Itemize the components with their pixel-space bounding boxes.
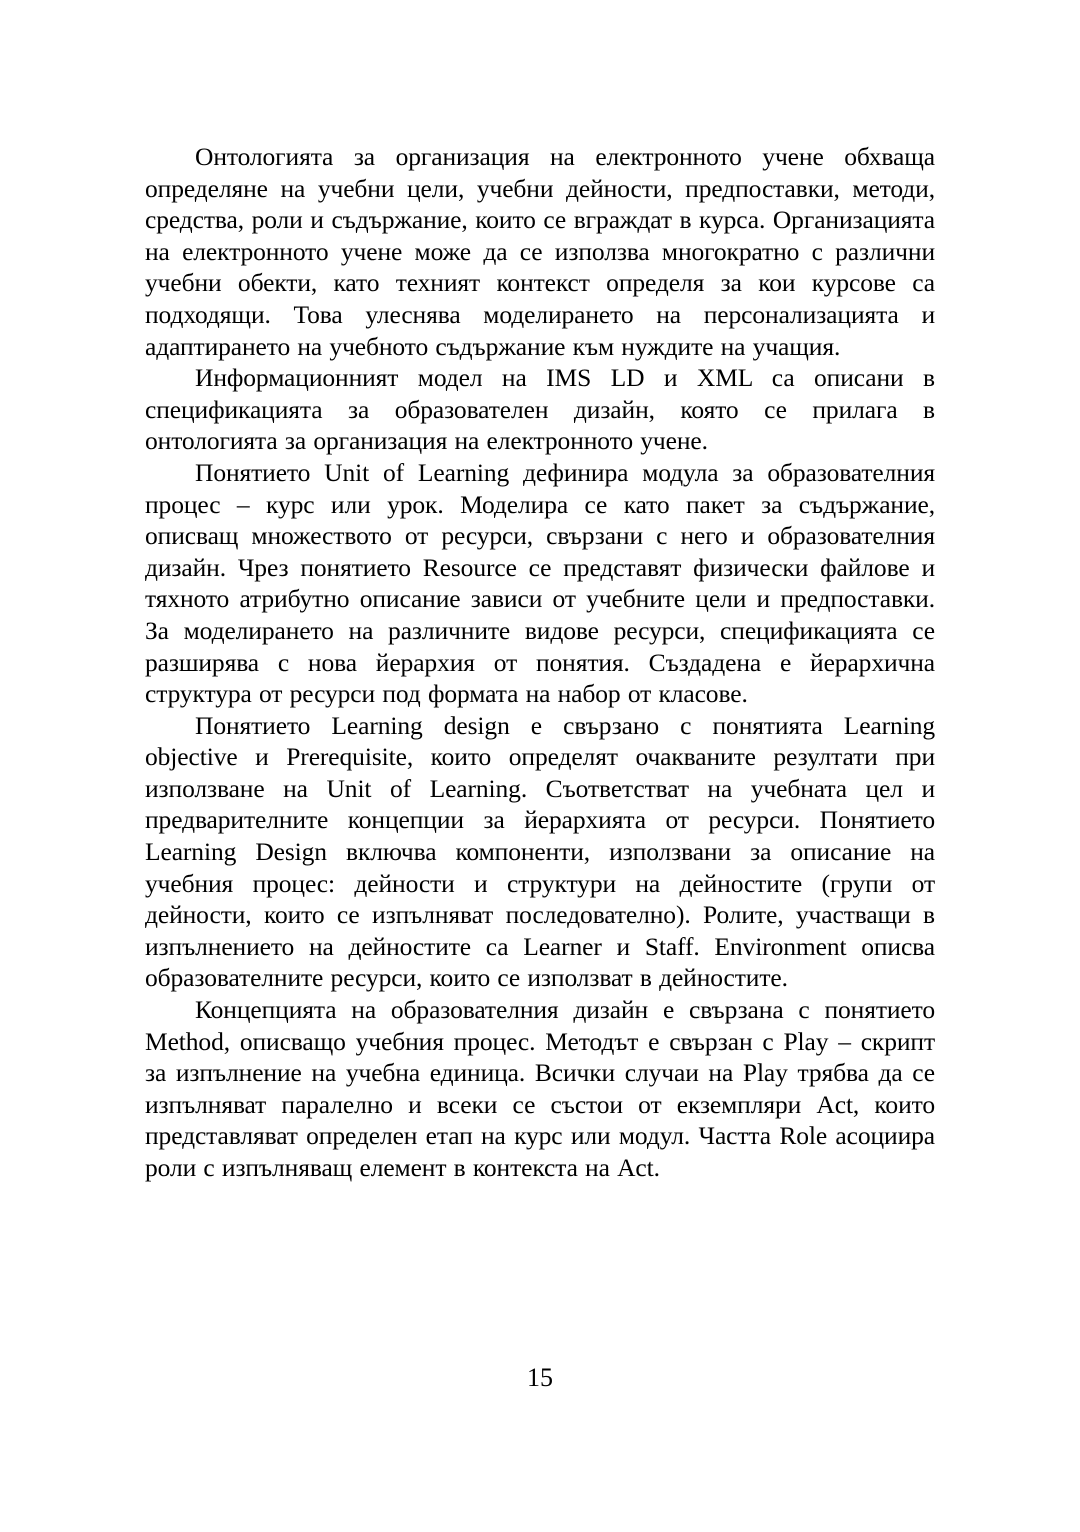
- paragraph-learning-design: Понятието Learning design е свързано с понятията Learning objective и Prerequisite, които определят очакваните резултати при използване на Unit of Learning. Съответстват на учебната цел и предварителните концепции за йерархията от ресурси. Понятието Learning Design включва компоненти, използвани за описание на учебния процес: дейности и структури на дейностите (групи от дейности, които се изпълняват последователно). Ролите, участващи в изпълнението на дейностите са Learner и Staff. Environment описва образователните ресурси, които се използват в дейностите.: [145, 710, 935, 993]
- paragraph-ontology-overview: Онтологията за организация на електронното учене обхваща определяне на учебни цели, учебни дейности, предпоставки, методи, средства, роли и съдържание, които се вграждат в курса. Организацията на електронното учене може да се използва многократно с различни учебни обекти, като техният контекст определя за кои курсове са подходящи. Това улеснява моделирането на персонализацията и адаптирането на учебното съдържание към нуждите на учащия.: [145, 142, 935, 361]
- page-number: 15: [527, 1363, 553, 1392]
- paragraph-unit-of-learning: Понятието Unit of Learning дефинира модула за образователния процес – курс или урок. Моделира се като пакет за съдържание, описващ множеството от ресурси, свързани с него и образователния дизайн. Чрез понятието Resource се представят физически файлове и тяхното атрибутно описание зависи от учебните цели и предпоставки. За моделирането на различните видове ресурси, спецификацията се разширява с нова йерархия от понятия. Създадена е йерархична структура от ресурси под формата на набор от класове.: [145, 457, 935, 709]
- paragraph-information-model: Информационният модел на IMS LD и XML са описани в спецификацията за образователен дизайн, която се прилага в онтологията за организация на електронното учене.: [145, 363, 935, 456]
- body-text: [145, 141, 935, 1184]
- paragraph-method-play-act: Концепцията на образователния дизайн е свързана с понятието Method, описващо учебния процес. Методът е свързан с Play – скрипт за изпълнение на учебна единица. Всички случаи на Play трябва да се изпълняват паралелно и всеки се състои от екземпляри Act, които представляват определен етап на курс или модул. Частта Role асоциира роли с изпълняващ елемент в контекста на Act.: [145, 995, 935, 1182]
